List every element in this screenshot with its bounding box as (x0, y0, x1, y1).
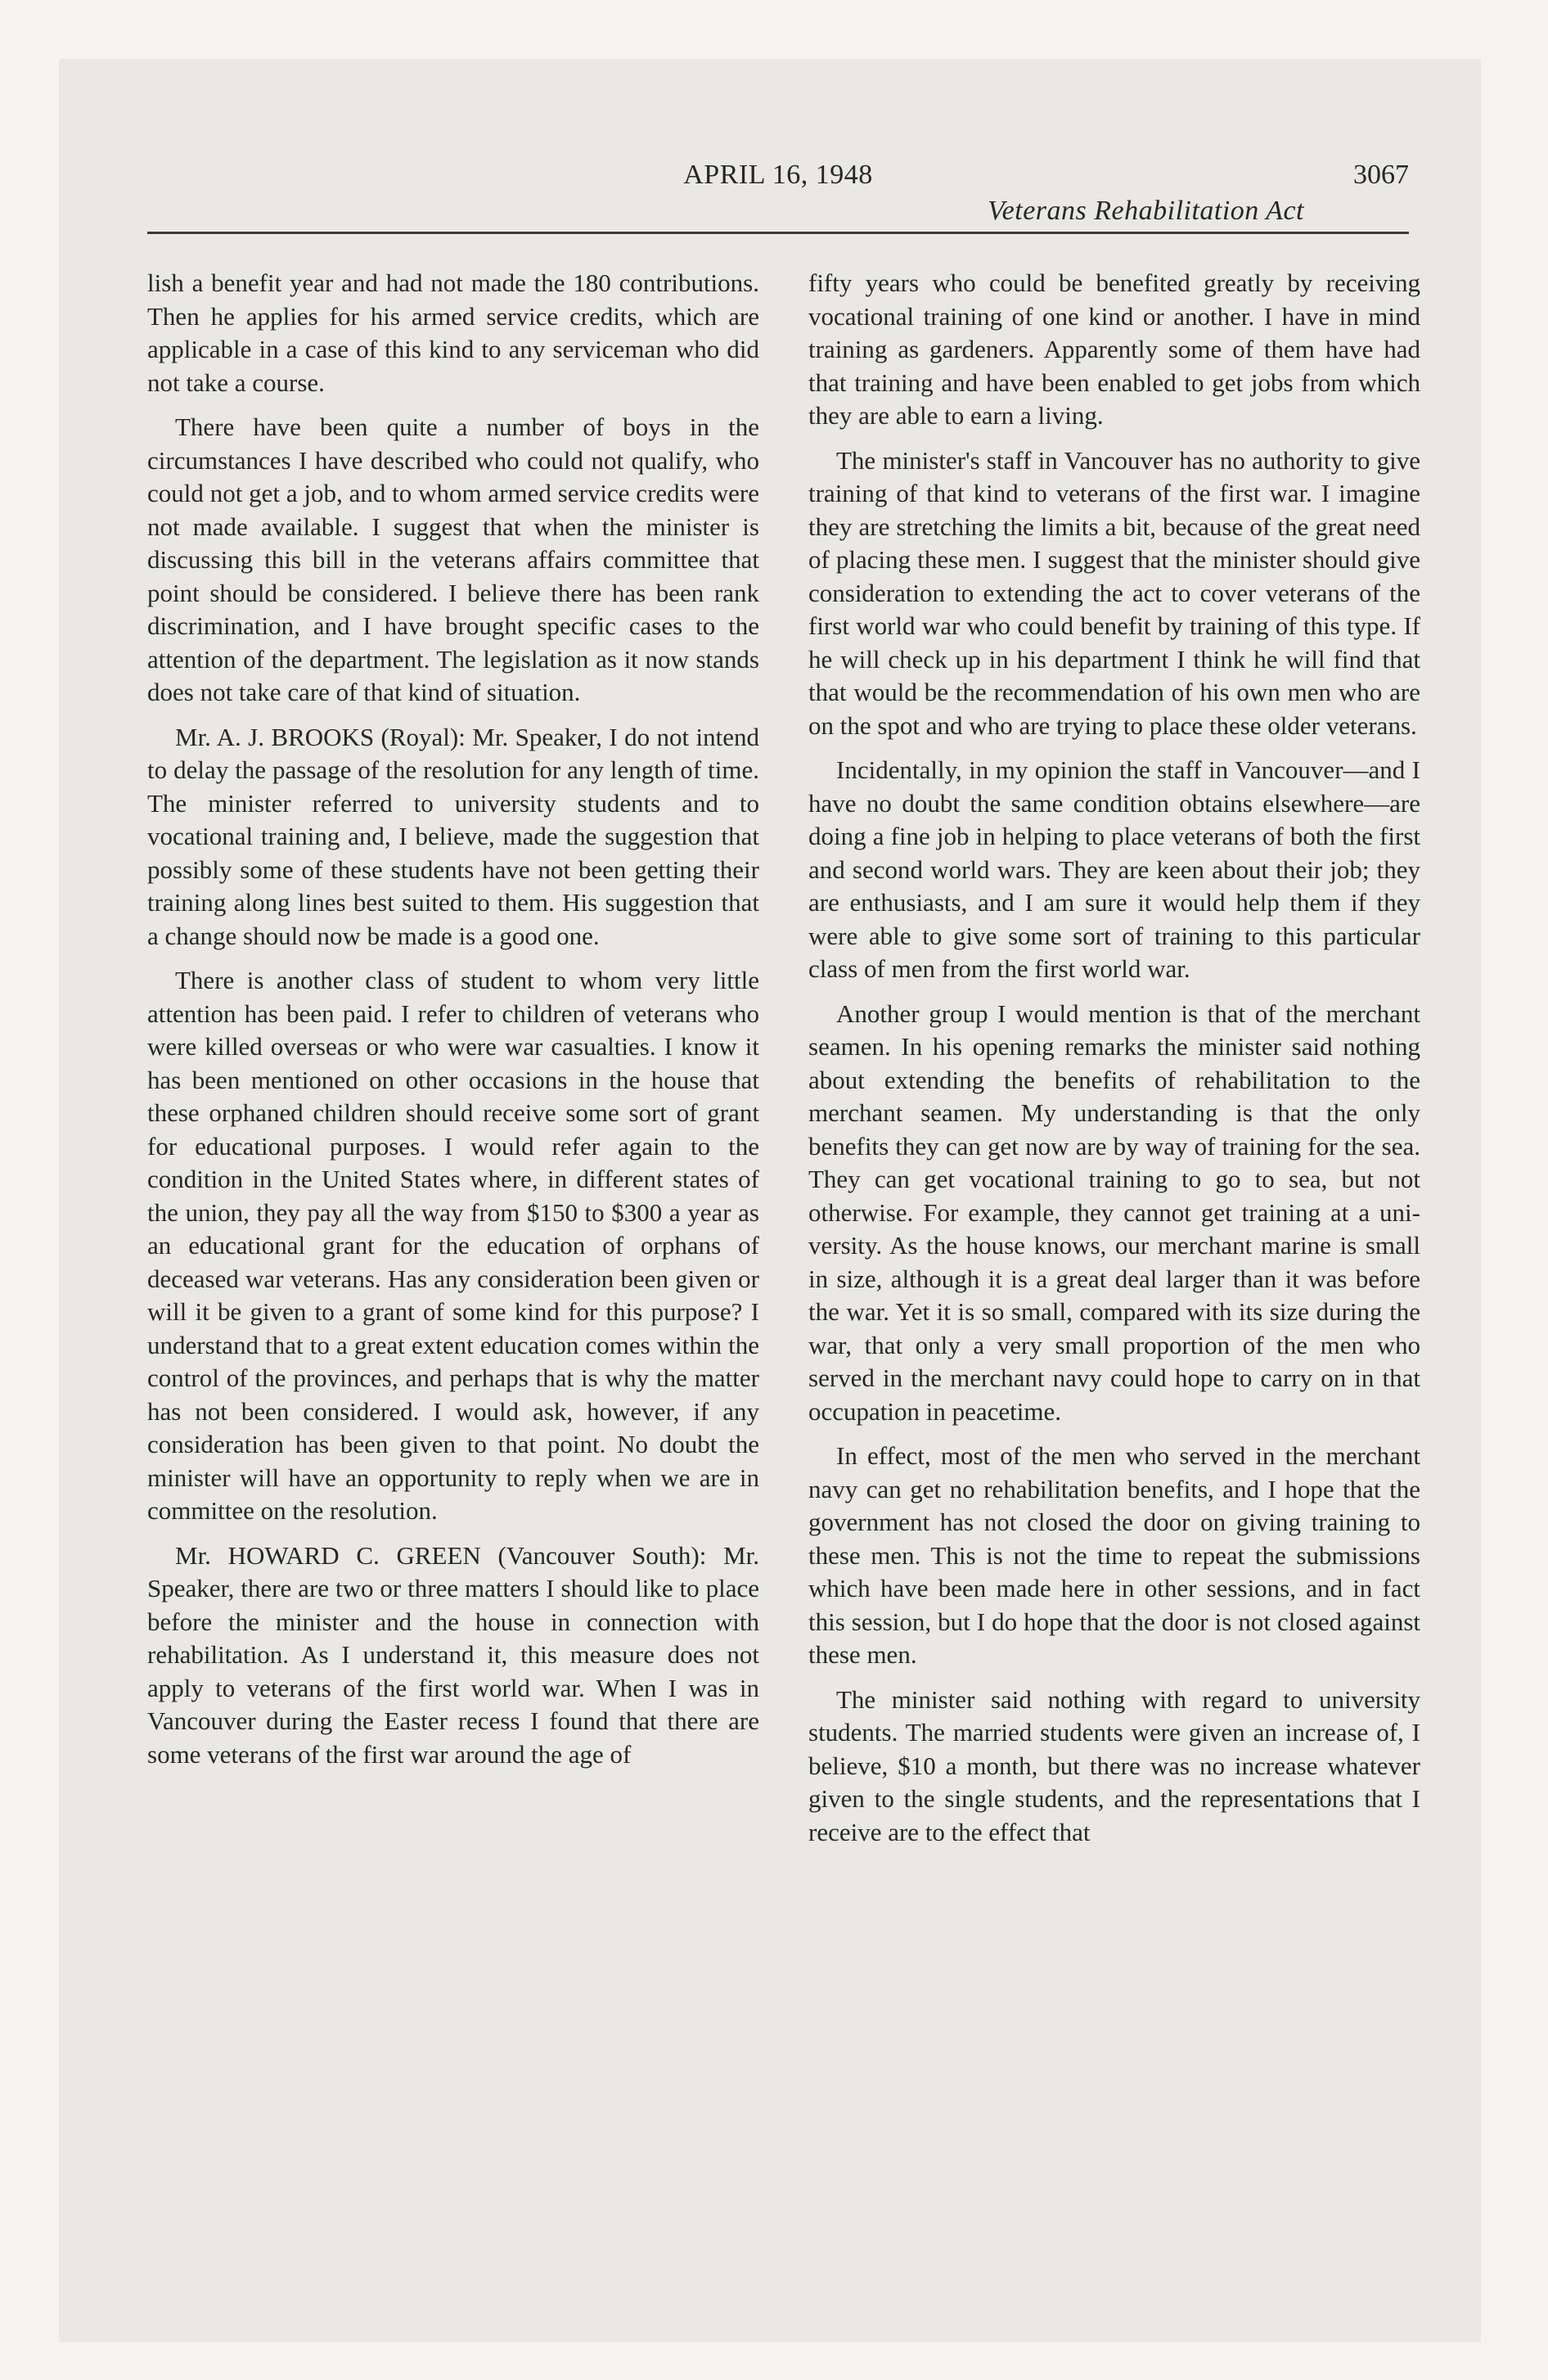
paragraph: The minister said nothing with regard to university students. The married students were given an increase of, I believe, $10 a month, but there was no increase whatever given to the single students, and the representations that I receive are to the effect that (808, 1684, 1420, 1846)
page-header (147, 160, 1409, 241)
paragraph: fifty years who could be benefited greatly by receiving vocational training of one kind or another. I have in mind training as gardeners. Apparently some of them have had that training and have been enabled to get jobs from which they are able to earn a living. (808, 268, 1420, 430)
paragraph: Mr. HOWARD C. GREEN (Vancouver South): Mr. Speaker, there are two or three matters I should like to place before the minister and the house in connection with rehabilitation. As I understand it, this measure does not apply to veterans of the first world war. When I was in Vancouver during the Easter recess I found that there are some veterans of the first war around the age of (147, 1540, 759, 1769)
paragraph: The minister's staff in Vancouver has no authority to give training of that kind to veterans of the first war. I imagine they are stretching the limits a bit, because of the great need of placing these men. I suggest that the minister should give consideration to extending the act to cover veterans of the first world war who could benefit by training of this type. If he will check up in his department I think he will find that that would be the recommendation of his own men who are on the spot and who are trying to place these older veterans. (808, 445, 1420, 740)
left-column (147, 267, 759, 2206)
right-column (808, 267, 1420, 2206)
running-title: Veterans Rehabilitation Act (988, 196, 1304, 226)
paragraph: lish a benefit year and had not made the 180 contributions. Then he applies for his armed service credits, which are applicable in a case of this kind to any serviceman who did not take a course. (147, 268, 759, 397)
page-number: 3067 (1353, 160, 1409, 190)
header-date: APRIL 16, 1948 (683, 160, 873, 190)
paragraph: Incidentally, in my opinion the staff in Vancouver—and I have no doubt the same condition obtains elsewhere—are doing a fine job in helping to place veterans of both the first and second world wars. They are keen about their job; they are enthusiasts, and I am sure it would help them if they were able to give some sort of training to this particular class of men from the first world war. (808, 755, 1420, 983)
paragraph: Mr. A. J. BROOKS (Royal): Mr. Speaker, I do not intend to delay the passage of the resolution for any length of time. The minister referred to university students and to vocational training and, I believe, made the suggestion that possibly some of these students have not been getting their training along lines best suited to them. His suggestion that a change should now be made is a good one. (147, 722, 759, 950)
paragraph: There have been quite a number of boys in the circumstances I have described who could not qualify, who could not get a job, and to whom armed service credits were not made available. I suggest that when the minister is discussing this bill in the veterans affairs committee that point should be considered. I believe there has been rank discrimination, and I have brought specific cases to the attention of the department. The legislation as it now stands does not take care of that kind of situation. (147, 412, 759, 706)
paragraph: In effect, most of the men who served in the merchant navy can get no rehabilitation benefits, and I hope that the government has not closed the door on giving training to these men. This is not the time to repeat the submissions which have been made here in other sessions, and in fact this session, but I do hope that the door is not closed against these men. (808, 1441, 1420, 1669)
paragraph: There is another class of student to whom very little attention has been paid. I refer to children of veterans who were killed overseas or who were war casualties. I know it has been mentioned on other occasions in the house that these orphaned children should receive some sort of grant for educational purposes. I would refer again to the condition in the United States where, in different states of the union, they pay all the way from $150 to $300 a year as an educational grant for the education of orphans of deceased war veterans. Has any consideration been given or will it be given to a grant of some kind for this purpose? I understand that to a great extent education comes within the control of the provinces, and perhaps that is why the matter has not been considered. I would ask, however, if any consideration has been given to that point. No doubt the minister will have an opportunity to reply when we are in committee on the resolution. (147, 966, 759, 1525)
paragraph: Another group I would mention is that of the merchant seamen. In his opening remarks the minister said nothing about extending the benefits of rehabilitation to the merchant seamen. My understanding is that the only benefits they can get now are by way of training for the sea. They can get vocational training to go to sea, but not otherwise. For example, they cannot get training at a university. As the house knows, our merchant marine is small in size, although it is a great deal larger than it was before the war. Yet it is so small, compared with its size during the war, that only a very small proportion of the men who served in the merchant navy could hope to carry on in that occupation in peacetime. (808, 998, 1420, 1426)
header-rule (147, 232, 1409, 234)
